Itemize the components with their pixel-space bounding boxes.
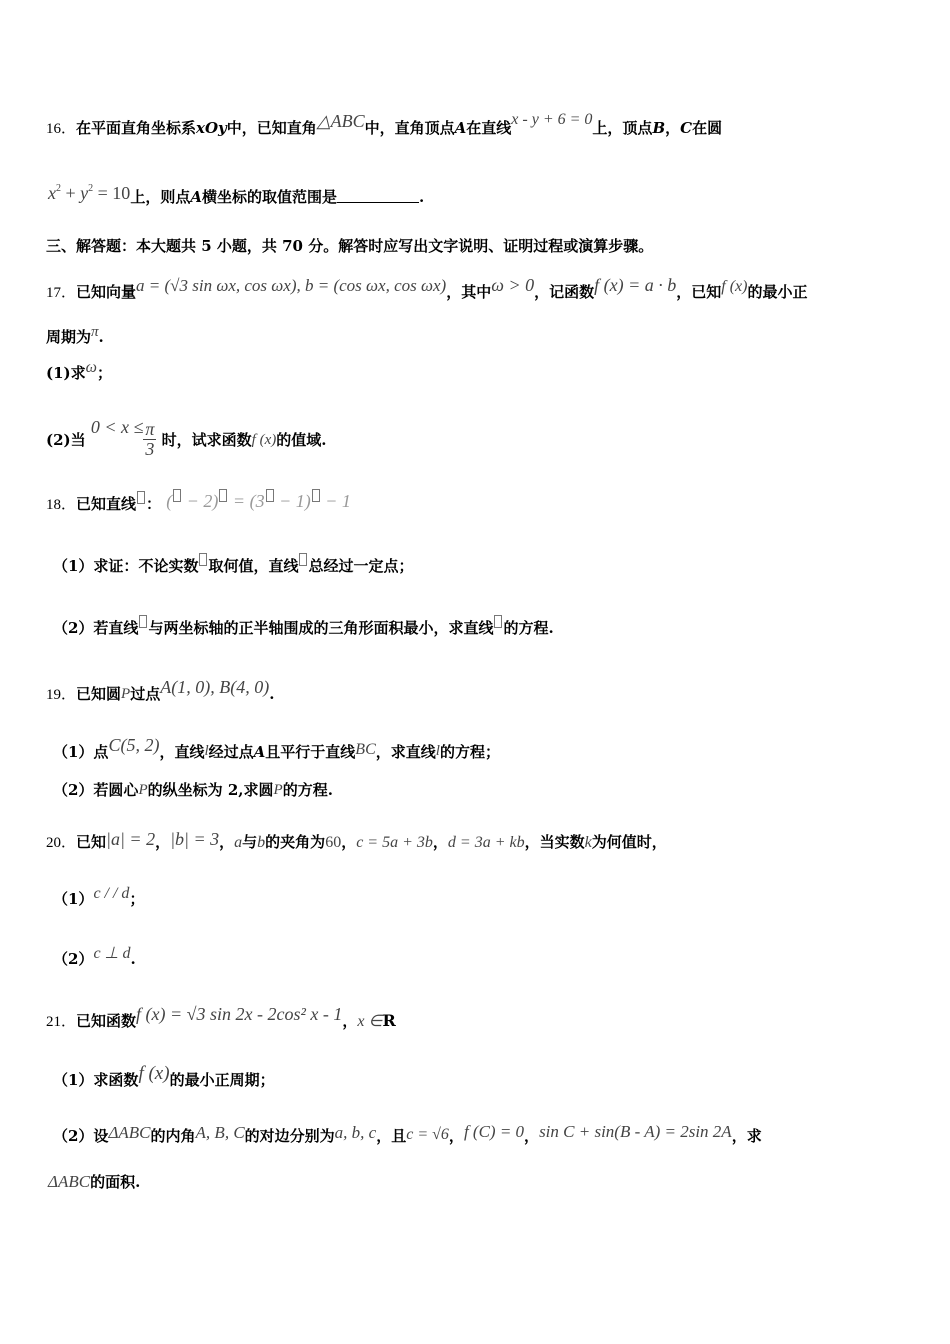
missing-glyph-icon — [199, 553, 207, 566]
missing-glyph-icon — [494, 615, 502, 628]
missing-glyph-icon — [173, 489, 181, 502]
q16-line2: $x^2 + y^2 = 10$上，则点A横坐标的取值范围是 . — [48, 183, 425, 206]
q17-line1: 17．已知向量a = (√3 sin ωx, cos ωx), b = (cos ωx, cos ωx)，其中ω > 0，记函数f (x) = a · b，已知f (x)的最小正 — [46, 275, 808, 301]
q18-part1: （1）求证：不论实数 取何值，直线 总经过一定点； — [53, 553, 413, 574]
q17-line2: 周期为π. — [46, 324, 104, 346]
q20-line1: 20．已知|a| = 2，|b| = 3，a与b的夹角为60，c = 5a + 3b，d = 3a + kb，当实数k为何值时， — [46, 829, 667, 851]
q19-line1: 19．已知圆P过点A(1, 0), B(4, 0). — [46, 677, 275, 703]
q17-part2: (2)当 0 < x ≤ $\frac{\pi}{3}$ 时，试求函数f (x)的值域. — [46, 417, 327, 459]
q21-part1: （1）求函数f (x)的最小正周期； — [53, 1063, 275, 1089]
q20-part1: （1）c / / d； — [53, 885, 145, 908]
triangle-abc: △ABC — [316, 111, 365, 131]
q21-line1: 21．已知函数f (x) = √3 sin 2x - 2cos² x - 1，x ∈R — [46, 1004, 396, 1030]
section-heading: 三、解答题：本大题共 5 小题，共 70 分。解答时应写出文字说明、证明过程或演算步骤。 — [46, 237, 654, 255]
line-equation-image: ( − 2) = (3 − 1) − 1 — [166, 491, 351, 511]
q19-part1: （1）点C(5, 2)，直线l经过点A且平行于直线BC，求直线l的方程； — [53, 735, 500, 761]
function-definition: f (x) = √3 sin 2x - 2cos² x - 1 — [136, 1004, 343, 1024]
missing-glyph-icon — [139, 615, 147, 628]
q18-line1: 18．已知直线 ： ( − 2) = (3 − 1) − 1 — [46, 491, 351, 513]
q16-number: 16． — [46, 121, 77, 137]
missing-glyph-icon — [266, 489, 274, 502]
missing-glyph-icon — [137, 491, 145, 504]
trig-condition: sin C + sin(B - A) = 2sin 2A — [539, 1122, 732, 1141]
vector-definition: a = (√3 sin ωx, cos ωx), b = (cos ωx, cos ωx) — [136, 276, 447, 295]
missing-glyph-icon — [219, 489, 227, 502]
answer-blank[interactable] — [337, 190, 419, 203]
q21-line-last: ΔABC的面积. — [48, 1172, 141, 1191]
q20-part2: （2）c ⊥ d. — [53, 945, 136, 968]
points-ab: A(1, 0), B(4, 0) — [160, 677, 270, 697]
q16-line1: 16．在平面直角坐标系xOy中，已知直角△ABC中，直角顶点A在直线x - y + 6 = 0上，顶点B，C在圆 — [46, 111, 723, 137]
line-equation: x - y + 6 = 0 — [511, 111, 593, 128]
q21-part2: （2）设ΔABC的内角A, B, C的对边分别为a, b, c，且c = √6，f (C) = 0，sin C + sin(B - A) = 2sin 2A，求 — [53, 1122, 762, 1145]
domain-inequality: 0 < x ≤ $\frac{\pi}{3}$ — [90, 417, 155, 459]
missing-glyph-icon — [299, 553, 307, 566]
q18-part2: （2）若直线 与两坐标轴的正半轴围成的三角形面积最小，求直线 的方程. — [53, 615, 554, 636]
missing-glyph-icon — [312, 489, 320, 502]
q17-part1: (1)求ω； — [46, 359, 112, 382]
circle-equation: $x^2 + y^2 = 10$ — [48, 183, 131, 203]
q19-part2: （2）若圆心P的纵坐标为 2,求圆P的方程. — [53, 781, 333, 799]
